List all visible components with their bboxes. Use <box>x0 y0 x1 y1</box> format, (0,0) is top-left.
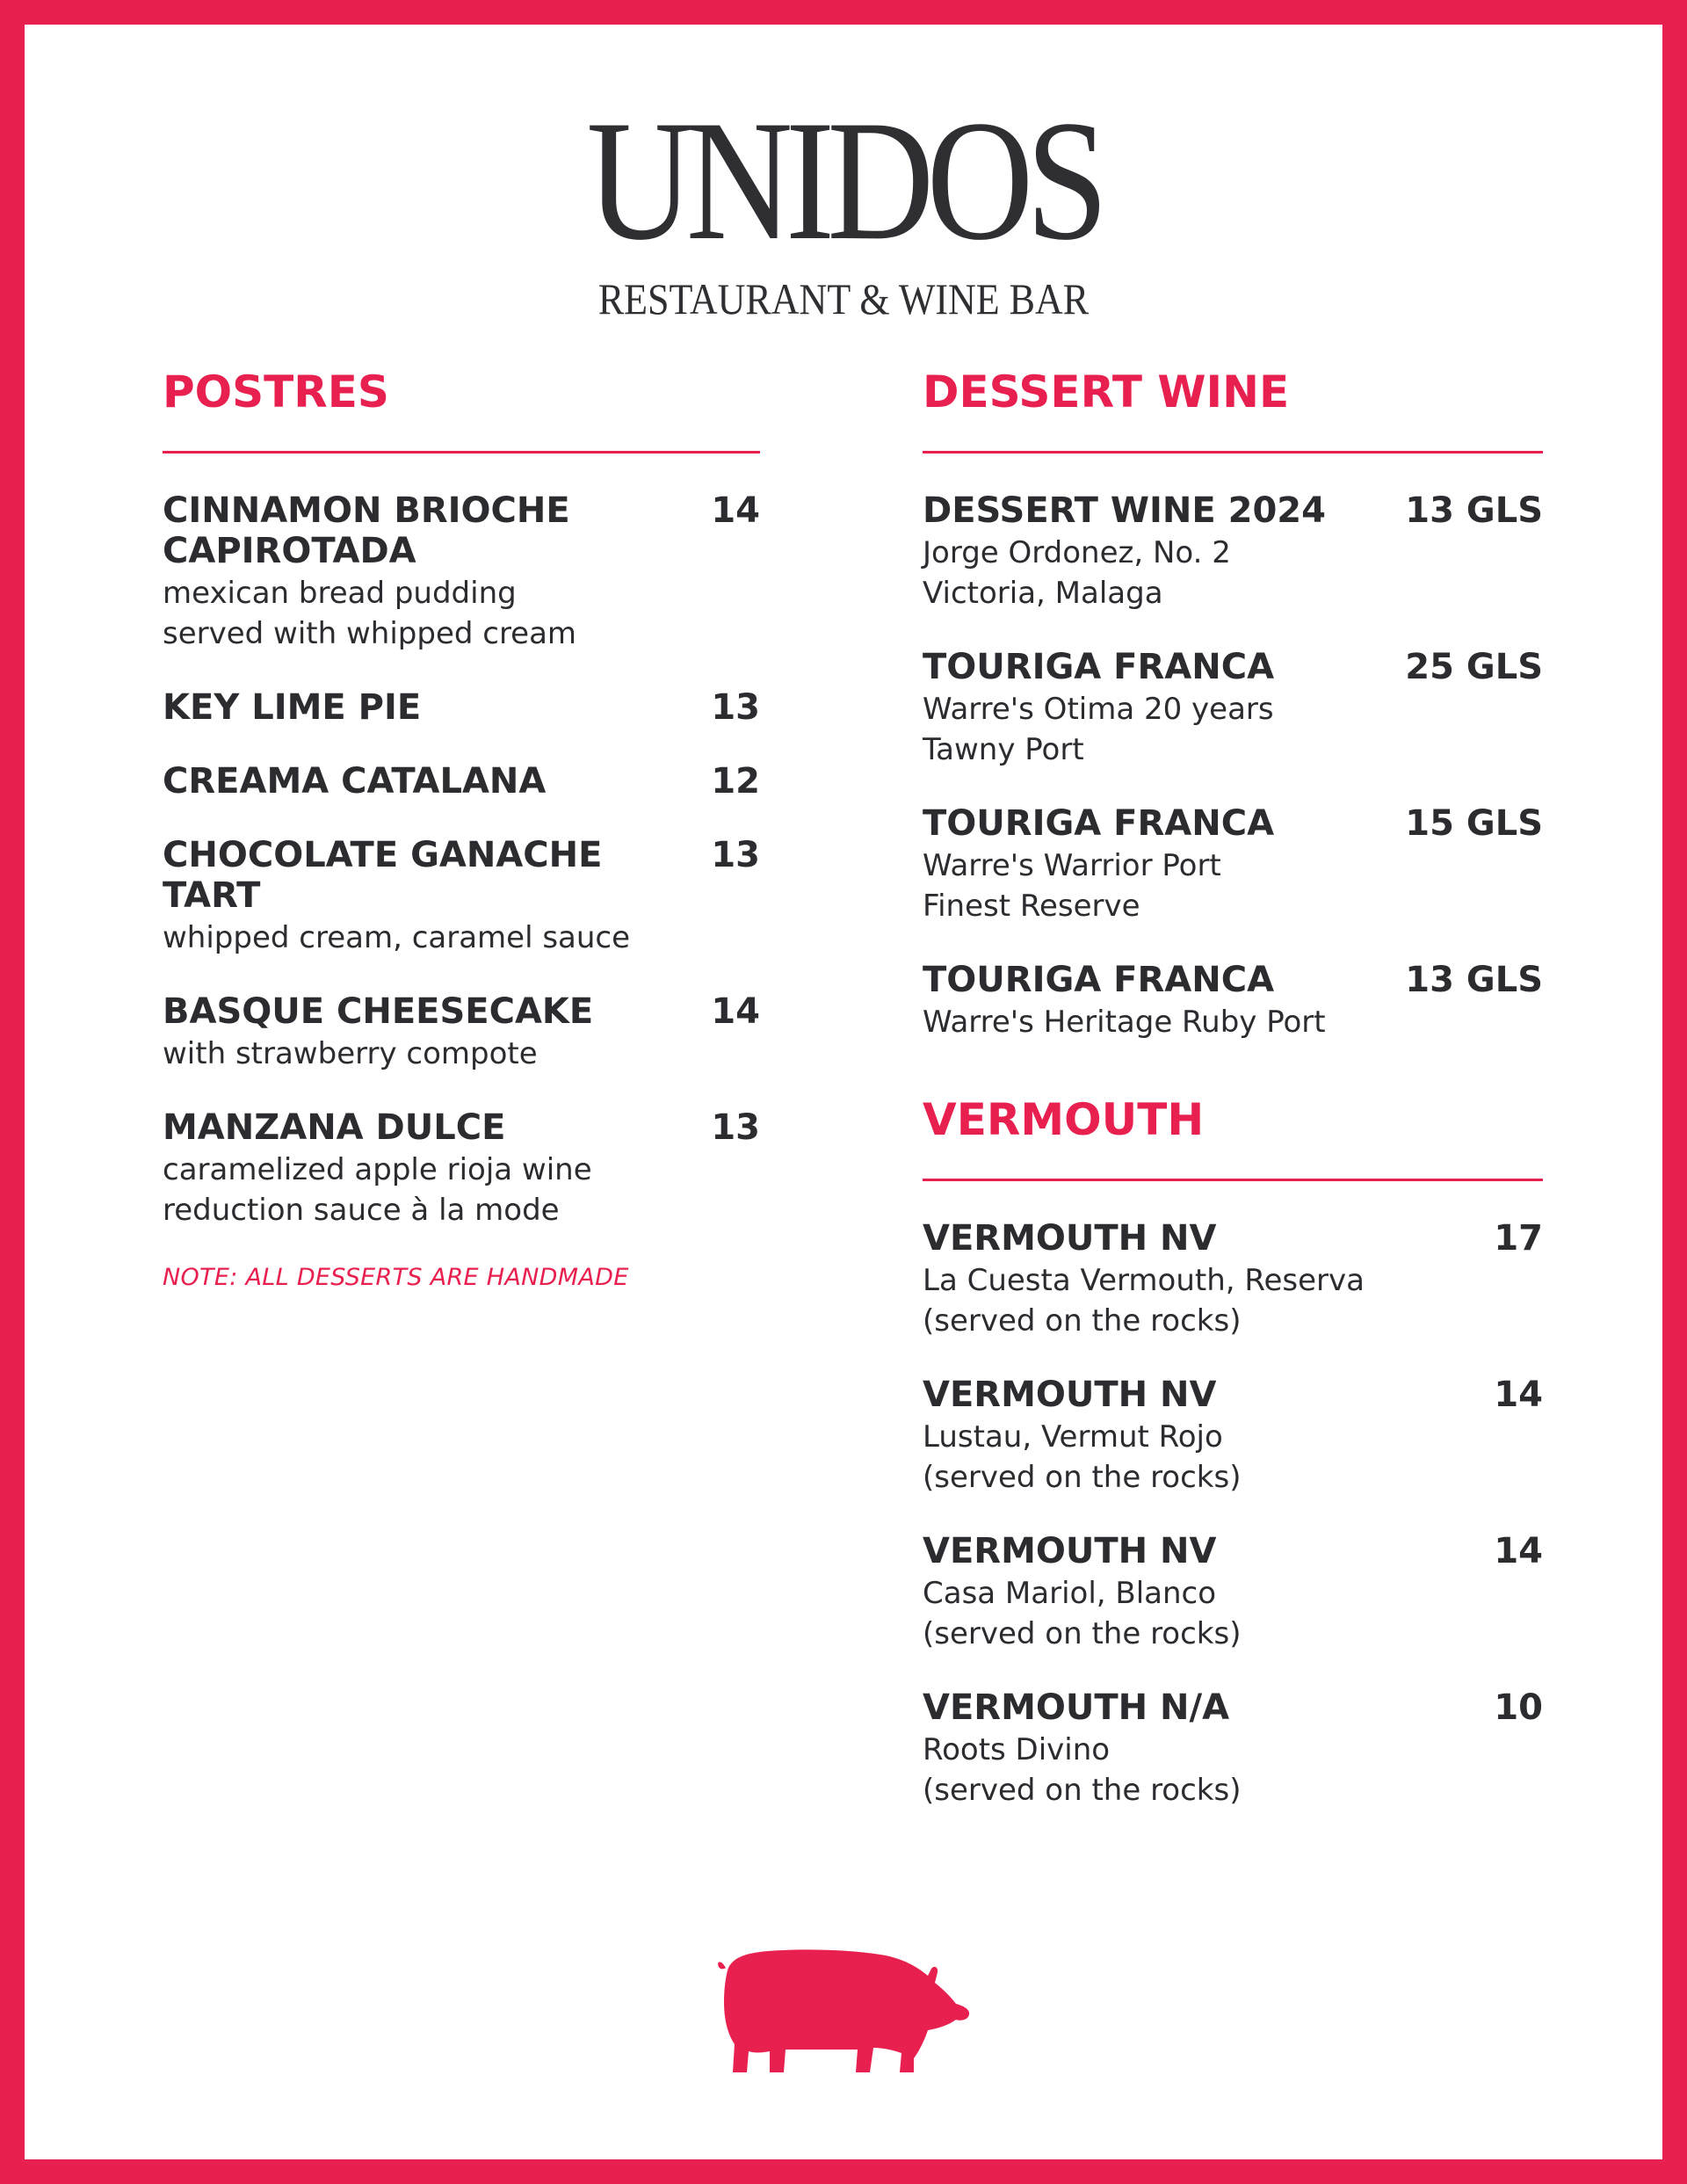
item-name-vermouth-nv: VERMOUTH NV <box>923 1218 1217 1259</box>
menu-item-header <box>163 835 760 916</box>
item-price: 13 <box>711 687 760 728</box>
drinks-column <box>923 366 1543 1844</box>
menu-item-header <box>163 991 760 1032</box>
item-price: 15 GLS <box>1405 803 1543 844</box>
vermouth-divider <box>923 1179 1543 1181</box>
menu-item <box>923 1687 1543 1810</box>
menu-item <box>163 490 760 654</box>
vermouth-list <box>923 1218 1543 1810</box>
menu-item-header <box>923 490 1543 531</box>
brand-header <box>25 85 1662 323</box>
postres-column <box>163 366 760 1291</box>
item-price: 12 <box>711 761 760 802</box>
item-name-dessert-wine-2024: DESSERT WINE 2024 <box>923 490 1326 531</box>
item-price: 17 <box>1494 1218 1543 1259</box>
dessert-wine-divider <box>923 451 1543 453</box>
item-price: 25 GLS <box>1405 647 1543 687</box>
vermouth-section <box>923 1093 1543 1810</box>
menu-item <box>923 960 1543 1042</box>
menu-item-header <box>923 647 1543 687</box>
menu-item-header <box>163 687 760 728</box>
item-name-manzana-dulce: MANZANA DULCE <box>163 1107 506 1148</box>
menu-item-header <box>923 1375 1543 1415</box>
item-price: 14 <box>1494 1531 1543 1571</box>
item-name-key-lime-pie: KEY LIME PIE <box>163 687 422 728</box>
item-name-basque-cheesecake: BASQUE CHEESECAKE <box>163 991 594 1032</box>
menu-item-header <box>923 960 1543 1000</box>
menu-item <box>163 835 760 958</box>
item-description: Lustau, Vermut Rojo (served on the rocks) <box>923 1419 1242 1495</box>
menu-item <box>163 991 760 1074</box>
item-price: 13 GLS <box>1405 490 1543 531</box>
item-name-vermouth-nv: VERMOUTH NV <box>923 1531 1217 1571</box>
menu-item <box>163 687 760 728</box>
menu-item <box>923 1531 1543 1654</box>
menu-item-header <box>923 1218 1543 1259</box>
item-name-creama-catalana: CREAMA CATALANA <box>163 761 547 802</box>
menu-item <box>923 490 1543 613</box>
menu-item-header <box>163 490 760 571</box>
postres-title: POSTRES <box>163 366 389 417</box>
item-name-touriga-franca: TOURIGA FRANCA <box>923 803 1275 844</box>
brand-subtitle: RESTAURANT & WINE BAR <box>597 274 1090 323</box>
menu-item-header <box>923 1687 1543 1728</box>
menu-item-header <box>163 1107 760 1148</box>
item-name-touriga-franca: TOURIGA FRANCA <box>923 647 1275 687</box>
item-name-touriga-franca: TOURIGA FRANCA <box>923 960 1275 1000</box>
item-description: mexican bread pudding served with whipped cream <box>163 576 577 651</box>
vermouth-title: VERMOUTH <box>923 1094 1205 1145</box>
item-price: 14 <box>711 490 760 531</box>
menu-page <box>25 25 1662 2159</box>
item-description: La Cuesta Vermouth, Reserva (served on the rocks) <box>923 1263 1365 1339</box>
item-description: Warre's Warrior Port Finest Reserve <box>923 848 1221 924</box>
menu-item <box>923 647 1543 770</box>
item-description: Warre's Otima 20 years Tawny Port <box>923 692 1274 767</box>
menu-item <box>163 761 760 802</box>
dessert-wine-section <box>923 366 1543 1042</box>
item-description: with strawberry compote <box>163 1036 538 1071</box>
desserts-note: NOTE: ALL DESSERTS ARE HANDMADE <box>163 1264 629 1291</box>
postres-divider <box>163 451 760 453</box>
menu-item <box>163 1107 760 1230</box>
item-price: 13 <box>711 835 760 875</box>
item-name-chocolate-ganache-tart: CHOCOLATE GANACHE TART <box>163 835 603 916</box>
item-description: Roots Divino (served on the rocks) <box>923 1732 1242 1808</box>
pig-icon <box>715 1946 972 2076</box>
item-price: 13 <box>711 1107 760 1148</box>
menu-item <box>923 1375 1543 1498</box>
postres-list <box>163 490 760 1230</box>
item-description: Warre's Heritage Ruby Port <box>923 1005 1326 1040</box>
menu-item <box>923 803 1543 926</box>
item-price: 14 <box>1494 1375 1543 1415</box>
menu-item-header <box>923 1531 1543 1571</box>
item-price: 13 GLS <box>1405 960 1543 1000</box>
dessert-wine-list <box>923 490 1543 1042</box>
item-description: caramelized apple rioja wine reduction sauce à la mode <box>163 1152 592 1228</box>
item-name-cinnamon-brioche-capirotada: CINNAMON BRIOCHE CAPIROTADA <box>163 490 570 571</box>
menu-item <box>923 1218 1543 1341</box>
menu-item-header <box>923 803 1543 844</box>
menu-item-header <box>163 761 760 802</box>
item-price: 14 <box>711 991 760 1032</box>
item-description: Casa Mariol, Blanco (served on the rocks) <box>923 1576 1242 1651</box>
dessert-wine-title: DESSERT WINE <box>923 366 1290 417</box>
item-description: Jorge Ordonez, No. 2 Victoria, Malaga <box>923 535 1231 611</box>
item-name-vermouth-nv: VERMOUTH NV <box>923 1375 1217 1415</box>
item-description: whipped cream, caramel sauce <box>163 920 631 955</box>
item-name-vermouth-n-a: VERMOUTH N/A <box>923 1687 1230 1728</box>
brand-name: UNIDOS <box>586 85 1101 276</box>
item-price: 10 <box>1494 1687 1543 1728</box>
